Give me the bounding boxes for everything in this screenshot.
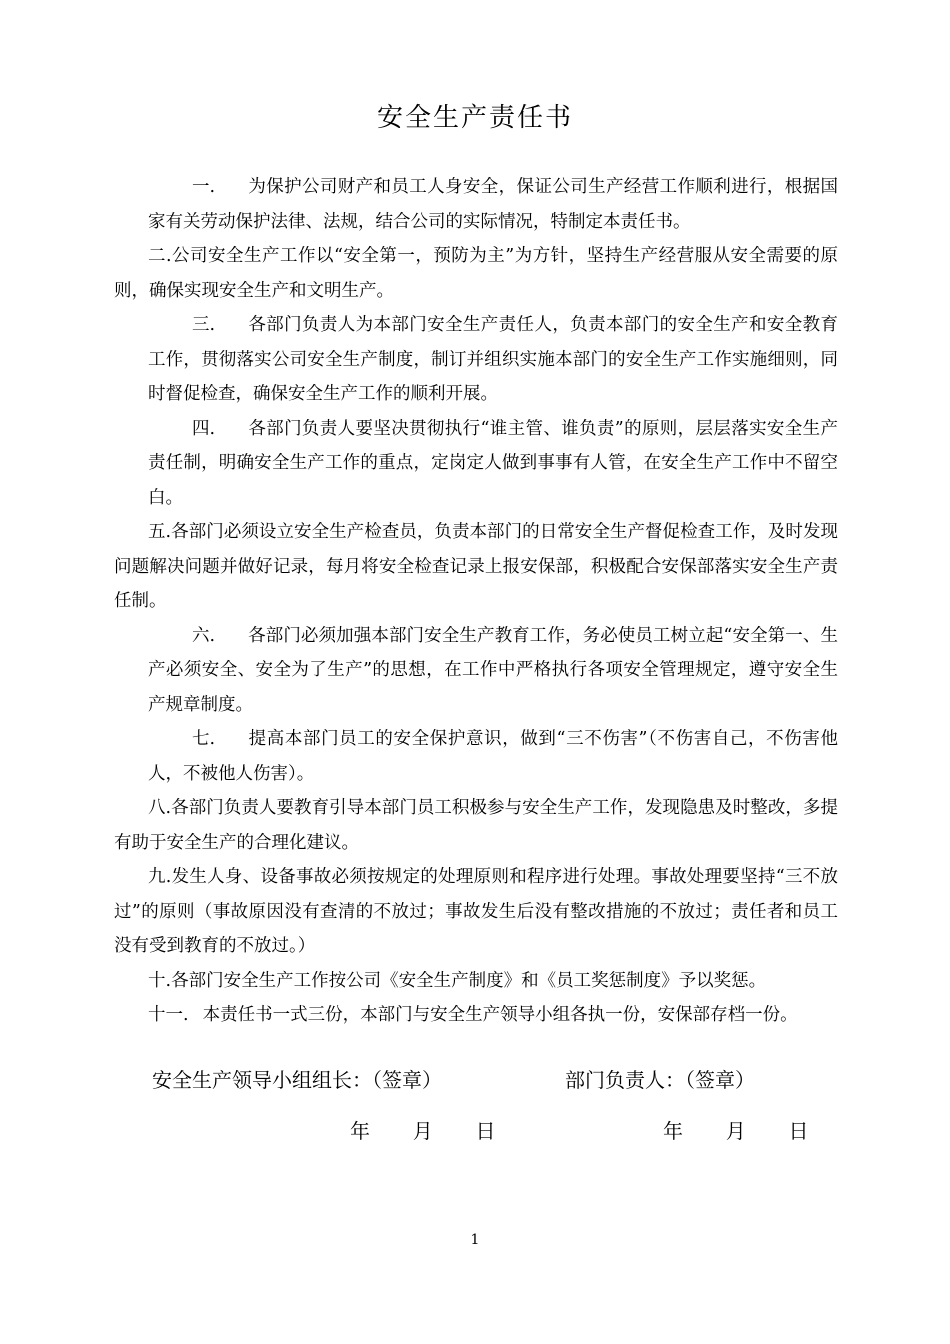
clause-7-number: 七. bbox=[192, 729, 216, 749]
clause-10-text: 各部门安全生产工作按公司《安全生产制度》和《员工奖惩制度》予以奖惩。 bbox=[171, 970, 767, 991]
dept-head-date-line bbox=[663, 1115, 808, 1144]
clause-10 bbox=[114, 964, 838, 999]
clause-6-text: 各部门必须加强本部门安全生产教育工作，务必使员工树立起“安全第一、生产必须安全、安全为了生产”的思想，在工作中严格执行各项安全管理规定，遵守安全生产规章制度。 bbox=[148, 625, 838, 715]
clause-8 bbox=[114, 791, 838, 860]
clause-3-text: 各部门负责人为本部门安全生产责任人，负责本部门的安全生产和安全教育工作，贯彻落实公司安全生产制度，制订并组织实施本部门的安全生产工作实施细则，同时督促检查，确保安全生产工作的顺利开展。 bbox=[148, 315, 838, 404]
dept-head-year-label: 年 bbox=[663, 1119, 683, 1143]
clause-11-text: 本责任书一式三份，本部门与安全生产领导小组各执一份，安保部存档一份。 bbox=[202, 1005, 798, 1025]
clause-1 bbox=[114, 170, 838, 239]
leader-month-label: 月 bbox=[412, 1119, 433, 1143]
clause-9 bbox=[114, 860, 838, 964]
leader-signature-label: 安全生产领导小组组长：（签章） bbox=[152, 1068, 442, 1092]
clause-7 bbox=[114, 722, 838, 791]
clause-9-text: 发生人身、设备事故必须按规定的处理原则和程序进行处理。事故处理要坚持“三不放过”的原则（事故原因没有查清的不放过；事故发生后没有整改措施的不放过；责任者和员工没有受到教育的不放过。） bbox=[114, 867, 838, 956]
clause-3 bbox=[114, 308, 838, 412]
clause-6-number: 六. bbox=[192, 625, 216, 646]
document-body bbox=[114, 170, 838, 1033]
dept-head-month-label: 月 bbox=[725, 1119, 746, 1143]
dept-head-day-label: 日 bbox=[788, 1119, 809, 1143]
leader-year-label: 年 bbox=[350, 1119, 370, 1143]
dept-head-signature-label: 部门负责人：（签章） bbox=[565, 1068, 755, 1092]
leader-day-label: 日 bbox=[475, 1119, 496, 1143]
clause-11-number: 十一. bbox=[148, 1005, 189, 1025]
clause-7-text: 提高本部门员工的安全保护意识，做到“三不伤害”（不伤害自己，不伤害他人，不被他人伤害）。 bbox=[148, 729, 838, 784]
clause-4-number: 四. bbox=[192, 418, 216, 439]
clause-5 bbox=[114, 515, 838, 619]
clause-1-text: 为保护公司财产和员工人身安全，保证公司生产经营工作顺利进行，根据国家有关劳动保护法律、法规，结合公司的实际情况，特制定本责任书。 bbox=[148, 177, 838, 232]
leader-date-line bbox=[350, 1115, 495, 1144]
clause-4-text: 各部门负责人要坚决贯彻执行“谁主管、谁负责”的原则，层层落实安全生产责任制，明确安全生产工作的重点，定岗定人做到事事有人管，在安全生产工作中不留空白。 bbox=[148, 418, 838, 508]
clause-5-text: 各部门必须设立安全生产检查员，负责本部门的日常安全生产督促检查工作，及时发现问题解决问题并做好记录，每月将安全检查记录上报安保部，积极配合安保部落实安全生产责任制。 bbox=[114, 522, 838, 611]
clause-8-text: 各部门负责人要教育引导本部门员工积极参与安全生产工作，发现隐患及时整改，多提有助于安全生产的合理化建议。 bbox=[114, 798, 838, 853]
clause-3-number: 三. bbox=[192, 315, 216, 335]
page-number: 1 bbox=[470, 1232, 480, 1248]
clause-2-number: 二. bbox=[148, 246, 172, 266]
document-title: 安全生产责任书 bbox=[376, 103, 573, 133]
clause-8-number: 八. bbox=[148, 798, 172, 818]
clause-2-text: 公司安全生产工作以“安全第一，预防为主”为方针，坚持生产经营服从安全需要的原则，确保实现安全生产和文明生产。 bbox=[114, 246, 838, 301]
clause-4 bbox=[114, 412, 838, 516]
clause-1-number: 一. bbox=[192, 177, 216, 197]
clause-6 bbox=[114, 619, 838, 723]
clause-10-number: 十. bbox=[148, 970, 172, 991]
clause-11 bbox=[114, 998, 838, 1033]
clause-5-number: 五. bbox=[148, 522, 172, 542]
clause-9-number: 九. bbox=[148, 867, 172, 887]
clause-2 bbox=[114, 239, 838, 308]
